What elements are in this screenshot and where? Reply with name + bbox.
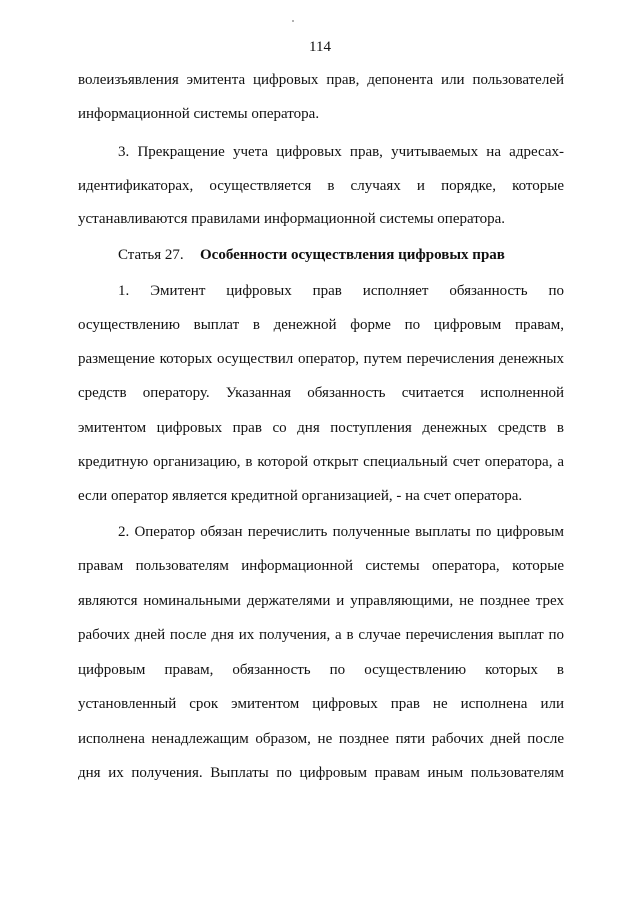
- text-line: идентификаторах, осуществляется в случаях и порядке, которые: [78, 178, 564, 194]
- text-line: волеизъявления эмитента цифровых прав, депонента или пользователей: [78, 72, 564, 88]
- text-line: цифровым правам, обязанность по осуществлению которых в: [78, 662, 564, 678]
- text-line: исполнена ненадлежащим образом, не позднее пяти рабочих дней после: [78, 731, 564, 747]
- text-line: устанавливаются правилами информационной системы оператора.: [78, 211, 506, 227]
- text-line: дня их получения. Выплаты по цифровым правам иным пользователям: [78, 765, 564, 781]
- text-line: эмитентом цифровых прав со дня поступления денежных средств в: [78, 420, 564, 436]
- text-line: являются номинальными держателями и управляющими, не позднее трех: [78, 593, 564, 609]
- text-line: правам пользователям информационной системы оператора, которые: [78, 558, 564, 574]
- paragraph-1-first-line: 1. Эмитент цифровых прав исполняет обязанность по: [118, 283, 564, 299]
- text-line: размещение которых осуществил оператор, путем перечисления денежных: [78, 351, 564, 367]
- text-line: установленный срок эмитентом цифровых прав не исполнена или: [78, 696, 564, 712]
- paragraph-3-first-line: 3. Прекращение учета цифровых прав, учитываемых на адресах-: [118, 144, 564, 160]
- text-line: средств оператору. Указанная обязанность считается исполненной: [78, 385, 564, 401]
- paragraph-2-first-line: 2. Оператор обязан перечислить полученные выплаты по цифровым: [118, 524, 564, 540]
- article-number: Статья 27.: [118, 247, 184, 263]
- text-line: информационной системы оператора.: [78, 106, 320, 122]
- page-number: 114: [309, 39, 331, 55]
- text-line: рабочих дней после дня их получения, а в случае перечисления выплат по: [78, 627, 564, 643]
- text-line: осуществлению выплат в денежной форме по цифровым правам,: [78, 317, 564, 333]
- text-line: кредитную организацию, в которой открыт специальный счет оператора, а: [78, 454, 564, 470]
- text-line: если оператор является кредитной организацией, - на счет оператора.: [78, 488, 523, 504]
- article-title: Особенности осуществления цифровых прав: [200, 247, 505, 263]
- scan-speck: [292, 20, 294, 22]
